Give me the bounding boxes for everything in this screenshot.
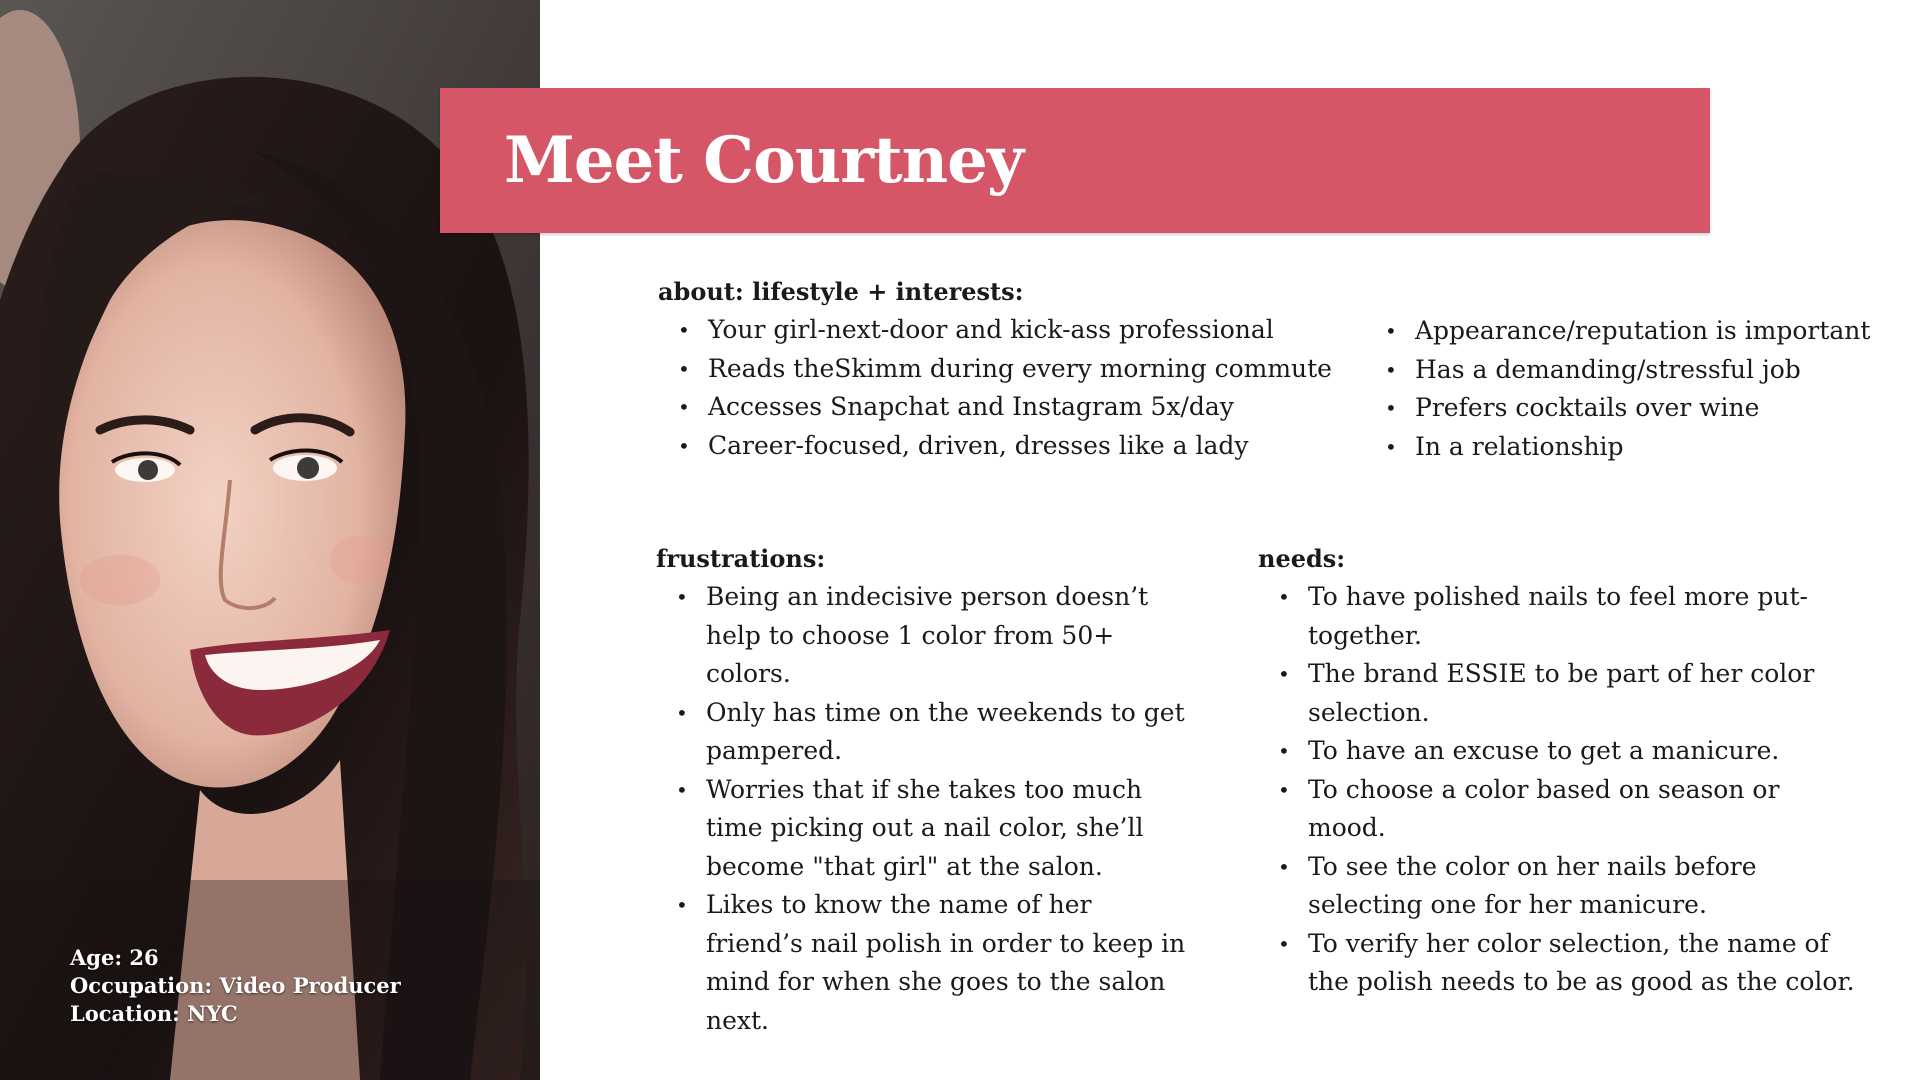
title-banner: [440, 88, 1710, 233]
list-item: • Only has time on the weekends to get pampered.: [656, 694, 1196, 771]
persona-stats: [70, 944, 401, 1028]
list-item: • Accesses Snapchat and Instagram 5x/day: [658, 388, 1318, 427]
list-item: • Reads theSkimm during every morning commute: [658, 350, 1318, 389]
needs-heading: needs:: [1258, 544, 1346, 573]
about-section: [658, 273, 1332, 465]
list-item: • To choose a color based on season or mood.: [1258, 771, 1858, 848]
about-list-left: [658, 311, 1332, 465]
about-section-right: [1365, 312, 1885, 466]
list-item: • Likes to know the name of her friend’s nail polish in order to keep in mind for when she goes to the salon next.: [656, 886, 1196, 1040]
about-heading: about: lifestyle + interests:: [658, 277, 1024, 306]
list-item: • Career-focused, driven, dresses like a lady: [658, 427, 1318, 466]
list-item: • To verify her color selection, the name of the polish needs to be as good as the color.: [1258, 925, 1858, 1002]
location-label: Location: NYC: [70, 1001, 238, 1026]
list-item: • To have polished nails to feel more put-together.: [1258, 578, 1858, 655]
occupation-label: Occupation: Video Producer: [70, 973, 401, 998]
list-item: • In a relationship: [1365, 428, 1885, 467]
list-item: • Being an indecisive person doesn’t help to choose 1 color from 50+ colors.: [656, 578, 1196, 694]
frustrations-section: [656, 540, 1196, 1040]
list-item: • To have an excuse to get a manicure.: [1258, 732, 1858, 771]
frustrations-heading: frustrations:: [656, 544, 826, 573]
list-item: • Has a demanding/stressful job: [1365, 351, 1885, 390]
needs-list: [1258, 578, 1858, 1002]
age-label: Age: 26: [70, 945, 159, 970]
page-title: Meet Courtney: [504, 123, 1023, 198]
list-item: • To see the color on her nails before selecting one for her manicure.: [1258, 848, 1858, 925]
about-list-right: [1365, 312, 1885, 466]
needs-section: [1258, 540, 1858, 1002]
list-item: • The brand ESSIE to be part of her color selection.: [1258, 655, 1858, 732]
frustrations-list: [656, 578, 1196, 1040]
list-item: • Worries that if she takes too much time picking out a nail color, she’ll become "that girl" at the salon.: [656, 771, 1196, 887]
list-item: • Prefers cocktails over wine: [1365, 389, 1885, 428]
list-item: • Your girl-next-door and kick-ass professional: [658, 311, 1318, 350]
list-item: • Appearance/reputation is important: [1365, 312, 1885, 351]
